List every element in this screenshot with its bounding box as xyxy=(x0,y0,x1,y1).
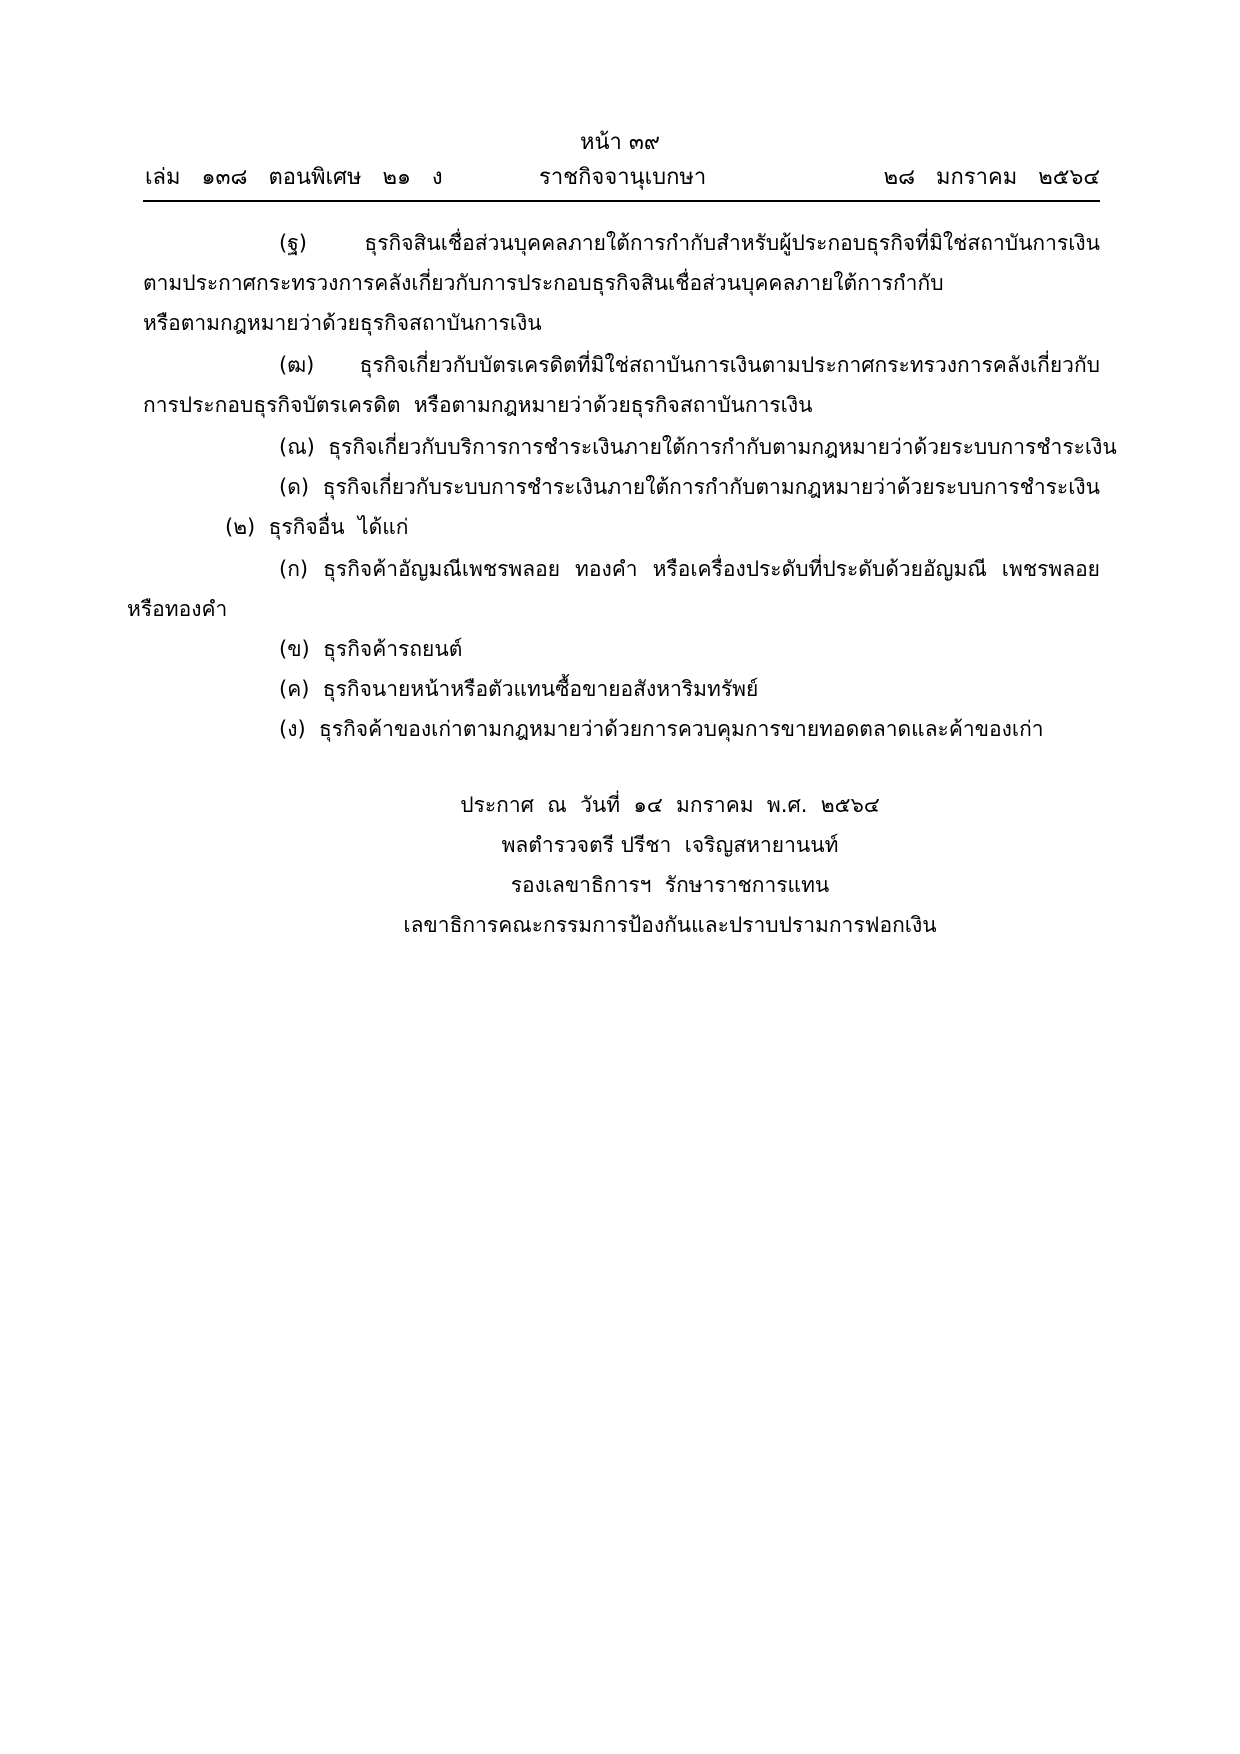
volume-info: เล่ม ๑๓๘ ตอนพิเศษ ๒๑ ง xyxy=(145,165,443,190)
page-number: หน้า ๓๙ xyxy=(579,130,661,155)
signatory-office: เลขาธิการคณะกรรมการป้องกันและปราบปรามการฟอกเงิน xyxy=(403,913,937,937)
announcement-date: ประกาศ ณ วันที่ ๑๔ มกราคม พ.ศ. ๒๕๖๔ xyxy=(460,793,880,817)
item-kho: (ข) ธุรกิจค้ารถยนต์ xyxy=(279,637,463,661)
gazette-header xyxy=(145,163,1100,197)
item-ko-line-2: หรือทองคำ xyxy=(127,597,228,621)
header-divider xyxy=(143,200,1100,202)
item-tho-than-line-3: หรือตามกฎหมายว่าด้วยธุรกิจสถาบันการเงิน xyxy=(143,311,542,335)
item-no-nen: (ณ) ธุรกิจเกี่ยวกับบริการการชำระเงินภายใต้การกำกับตามกฎหมายว่าด้วยระบบการชำระเงิน xyxy=(279,435,1117,459)
item-tho-than-line-1: (ฐ) ธุรกิจสินเชื่อส่วนบุคคลภายใต้การกำกับสำหรับผู้ประกอบธุรกิจที่มิใช่สถาบันการเงิน xyxy=(279,231,1100,255)
publication-date: ๒๘ มกราคม ๒๕๖๔ xyxy=(883,165,1100,190)
item-tho-phuthao-line-1: (ฒ) ธุรกิจเกี่ยวกับบัตรเครดิตที่มิใช่สถาบันการเงินตามประกาศกระทรวงการคลังเกี่ยวกับ xyxy=(279,353,1100,377)
signatory-role: รองเลขาธิการฯ รักษาราชการแทน xyxy=(510,873,830,897)
item-tho-than-line-2: ตามประกาศกระทรวงการคลังเกี่ยวกับการประกอบธุรกิจสินเชื่อส่วนบุคคลภายใต้การกำกับ xyxy=(143,271,944,295)
publication-title: ราชกิจจานุเบกษา xyxy=(539,165,707,190)
item-do-dek: (ด) ธุรกิจเกี่ยวกับระบบการชำระเงินภายใต้การกำกับตามกฎหมายว่าด้วยระบบการชำระเงิน xyxy=(279,475,1100,499)
section-2-heading: (๒) ธุรกิจอื่น ได้แก่ xyxy=(225,515,409,539)
signatory-name: พลตำรวจตรี ปรีชา เจริญสหายานนท์ xyxy=(501,833,839,857)
item-tho-phuthao-line-2: การประกอบธุรกิจบัตรเครดิต หรือตามกฎหมายว่าด้วยธุรกิจสถาบันการเงิน xyxy=(143,393,813,417)
item-kho-khwai: (ค) ธุรกิจนายหน้าหรือตัวแทนซื้อขายอสังหาริมทรัพย์ xyxy=(279,677,759,701)
item-ko-line-1: (ก) ธุรกิจค้าอัญมณีเพชรพลอย ทองคำ หรือเครื่องประดับที่ประดับด้วยอัญมณี เพชรพลอย xyxy=(279,557,1100,581)
item-ngo: (ง) ธุรกิจค้าของเก่าตามกฎหมายว่าด้วยการควบคุมการขายทอดตลาดและค้าของเก่า xyxy=(279,717,1044,741)
